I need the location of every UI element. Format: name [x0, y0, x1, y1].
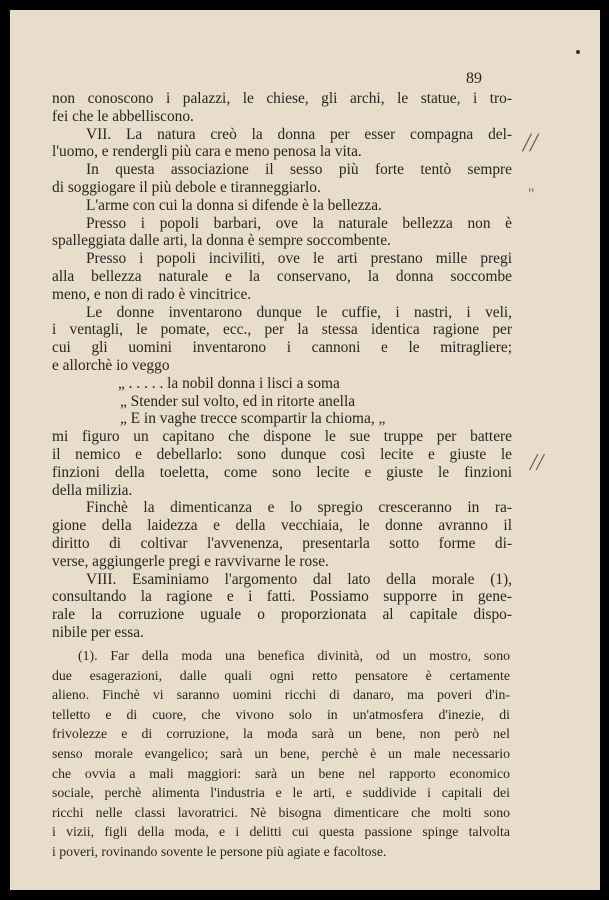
text-line: non conoscono i palazzi, le chiese, gli archi, le statue, i tro- — [52, 90, 512, 107]
page-number: 89 — [466, 70, 482, 87]
text-line: della milizia. — [52, 481, 133, 499]
main-text — [52, 90, 512, 642]
text-line: consultando la ragione e i fatti. Possiamo supporre in gene- — [52, 588, 512, 606]
text-line: cui gli uomini inventarono i cannoni e le mitragliere; — [52, 339, 512, 357]
text-line: alla bellezza naturale e la conservano, la donna soccombe — [52, 267, 512, 285]
text-line: nibile per essa. — [52, 623, 144, 641]
footnote-line: (1). Far della moda una benefica divinità, od un mostro, sono — [78, 648, 510, 663]
footnote — [52, 646, 510, 862]
verse-line: „ . . . . . la nobil donna i lisci a soma — [118, 374, 340, 392]
text-line: il nemico e debellarlo: sono dunque così lecite e giuste le — [52, 445, 512, 463]
verse-line: „ E in vaghe trecce scompartir la chioma, „ — [120, 410, 386, 428]
text-line: l'uomo, e rendergli più cara e meno penosa la vita. — [52, 143, 362, 161]
text-line: Finchè la dimenticanza e lo spregio cresceranno in ra- — [86, 499, 512, 517]
text-line: verse, aggiungerle pregi e ravvivarne le rose. — [52, 552, 329, 570]
text-line: i ventagli, le pomate, ecc., per la stessa identica ragione per — [52, 321, 512, 339]
margin-mark: // — [530, 450, 544, 476]
footnote-line: i poveri, rovinando sovente le persone più agiate e facoltose. — [52, 843, 387, 859]
footnote-line: che ovvia a mali maggiori: sarà un bene nel rapporto economico — [52, 765, 510, 781]
text-line: fei che le abbelliscono. — [52, 107, 194, 125]
verse-line: „ Stender sul volto, ed in ritorte anella — [120, 392, 356, 410]
text-line: Le donne inventarono dunque le cuffie, i nastri, i veli, — [86, 303, 512, 321]
text-line: L'arme con cui la donna si difende è la bellezza. — [86, 196, 382, 214]
text-line: rale la corruzione uguale o proporzionata al capitale dispo- — [52, 606, 512, 624]
book-page — [10, 10, 600, 890]
ink-speck — [576, 50, 580, 54]
footnote-line: ricchi nelle classi lavoratrici. Nè bisogna dimenticare che molti sono — [52, 804, 510, 820]
text-line: VII. La natura creò la donna per esser compagna del- — [86, 125, 512, 143]
footnote-line: i vizii, figli della moda, e i delitti cui questa passione spinge talvolta — [52, 824, 510, 840]
text-line: e allorchè io veggo — [52, 356, 170, 374]
footnote-line: telletto e di cuore, che vivono solo in un'atmosfera d'inezie, di — [52, 706, 510, 722]
text-line: In questa associazione il sesso più forte tentò sempre — [86, 161, 512, 179]
text-line: Presso i popoli barbari, ove la naturale bellezza non è — [86, 214, 512, 232]
margin-mark: " — [528, 186, 535, 203]
footnote-line: sociale, perchè alimenta l'industria e le arti, e suddivide i capitali dei — [52, 785, 510, 801]
text-line: VIII. Esaminiamo l'argomento dal lato della morale (1), — [86, 570, 512, 588]
text-line: gione della laidezza e della vecchiaia, le donne avranno il — [52, 517, 512, 535]
text-line: mi figuro un capitano che dispone le sue truppe per battere — [52, 428, 512, 446]
footnote-line: senso morale evangelico; sarà un bene, perchè è un male necessario — [52, 745, 510, 761]
margin-mark: // — [523, 128, 538, 157]
footnote-line: alieno. Finchè vi saranno uomini ricchi di danaro, ma poveri d'in- — [52, 687, 510, 703]
footnote-line: due esagerazioni, dalle quali ogni retto pensatore è certamente — [52, 667, 510, 683]
text-line: finzioni della toeletta, come sono lecite e giuste le finzioni — [52, 463, 512, 481]
footnote-line: frivolezze e di corruzione, la moda sarà un bene, non però nel — [52, 726, 510, 742]
text-line: Presso i popoli inciviliti, ove le arti prestano mille pregi — [86, 250, 512, 268]
text-line: meno, e non di rado è vincitrice. — [52, 285, 252, 303]
text-line: spalleggiata dalle arti, la donna è sempre soccombente. — [52, 232, 391, 250]
text-line: di soggiogare il più debole e tiranneggiarlo. — [52, 178, 321, 196]
text-line: diritto di coltivar l'avvenenza, presentarla sotto forme di- — [52, 534, 512, 552]
